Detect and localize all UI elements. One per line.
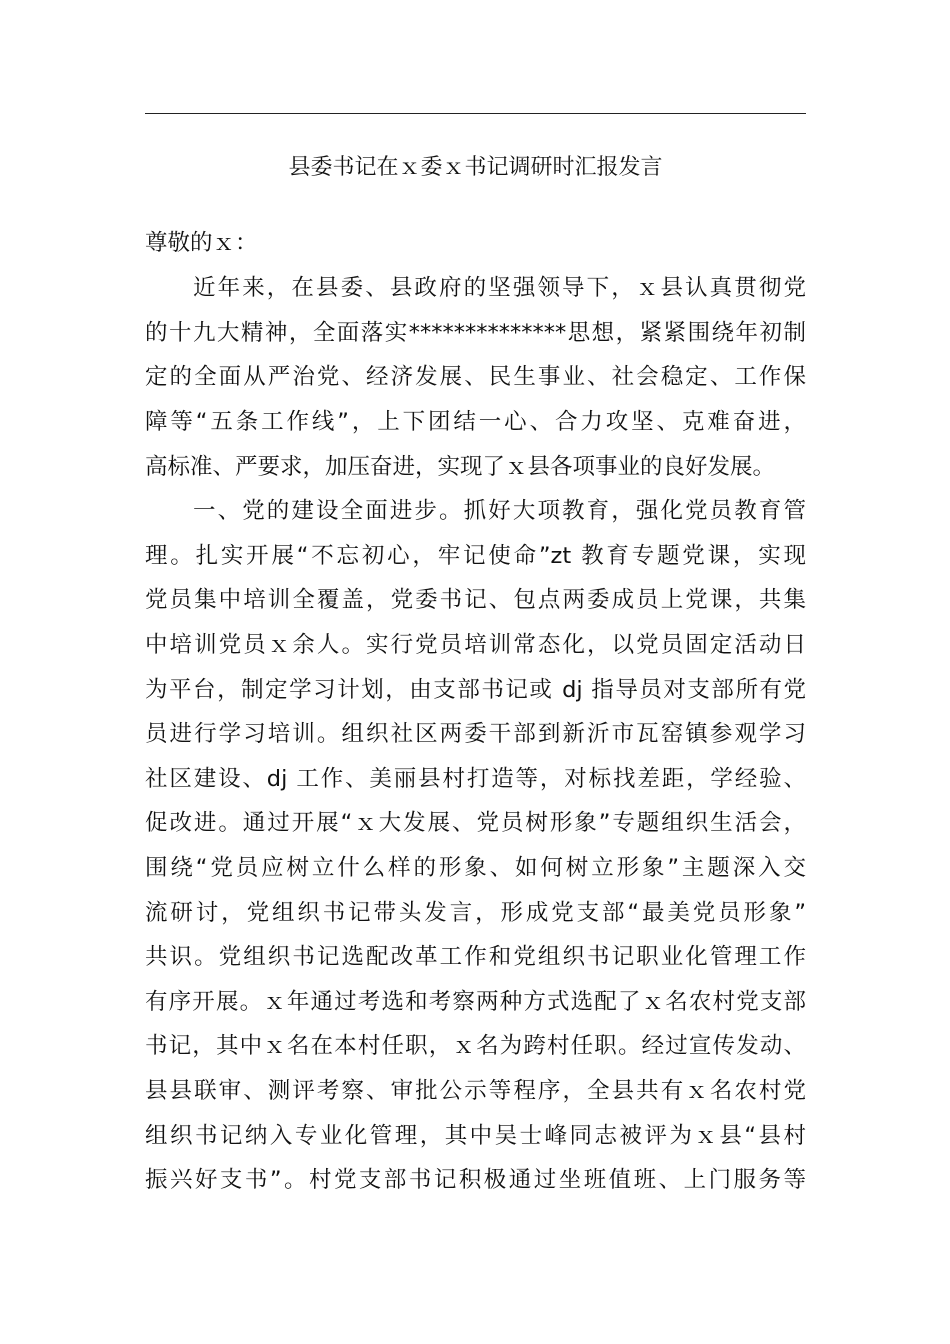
header-rule (145, 113, 806, 114)
paragraph-line: 流研讨，党组织书记带头发言，形成党支部“最美党员形象” (145, 900, 806, 926)
paragraph-line: 组织书记纳入专业化管理，其中吴士峰同志被评为ｘ县“县村 (145, 1123, 806, 1149)
paragraph-line: 党员集中培训全覆盖，党委书记、包点两委成员上党课，共集 (145, 587, 806, 613)
paragraph-line: 中培训党员ｘ余人。实行党员培训常态化，以党员固定活动日 (145, 632, 806, 658)
paragraph-line: 促改进。通过开展“ｘ大发展、党员树形象”专题组织生活会， (145, 810, 806, 836)
paragraph-line: 一、党的建设全面进步。抓好大项教育，强化党员教育管 (193, 498, 806, 524)
document-title: 县委书记在ｘ委ｘ书记调研时汇报发言 (288, 155, 663, 180)
paragraph-line: 理。扎实开展“不忘初心，牢记使命”zt 教育专题党课，实现 (145, 543, 806, 569)
paragraph-line: 社区建设、dj 工作、美丽县村打造等，对标找差距，学经验、 (145, 766, 806, 792)
salutation: 尊敬的ｘ： (145, 230, 258, 256)
paragraph-line: 定的全面从严治党、经济发展、民生事业、社会稳定、工作保 (145, 364, 806, 390)
paragraph-line: 员进行学习培训。组织社区两委干部到新沂市瓦窑镇参观学习 (145, 721, 806, 747)
paragraph-line: 书记，其中ｘ名在本村任职，ｘ名为跨村任职。经过宣传发动、 (145, 1033, 806, 1059)
paragraph-line: 为平台，制定学习计划，由支部书记或 dj 指导员对支部所有党 (145, 677, 806, 703)
paragraph-line: 近年来，在县委、县政府的坚强领导下，ｘ县认真贯彻党 (193, 275, 806, 301)
paragraph-line: 障等“五条工作线”，上下团结一心、合力攻坚、克难奋进， (145, 409, 806, 435)
paragraph-line: 围绕“党员应树立什么样的形象、如何树立形象”主题深入交 (145, 855, 806, 881)
paragraph-line: 共识。党组织书记选配改革工作和党组织书记职业化管理工作 (145, 944, 806, 970)
paragraph-line: 的十九大精神，全面落实**************思想，紧紧围绕年初制 (145, 320, 806, 346)
paragraph-line: 高标准、严要求，加压奋进，实现了ｘ县各项事业的良好发展。 (145, 454, 776, 480)
paragraph-line: 县县联审、测评考察、审批公示等程序，全县共有ｘ名农村党 (145, 1078, 806, 1104)
paragraph-line: 振兴好支书”。村党支部书记积极通过坐班值班、上门服务等 (145, 1167, 806, 1193)
paragraph-line: 有序开展。ｘ年通过考选和考察两种方式选配了ｘ名农村党支部 (145, 989, 806, 1015)
